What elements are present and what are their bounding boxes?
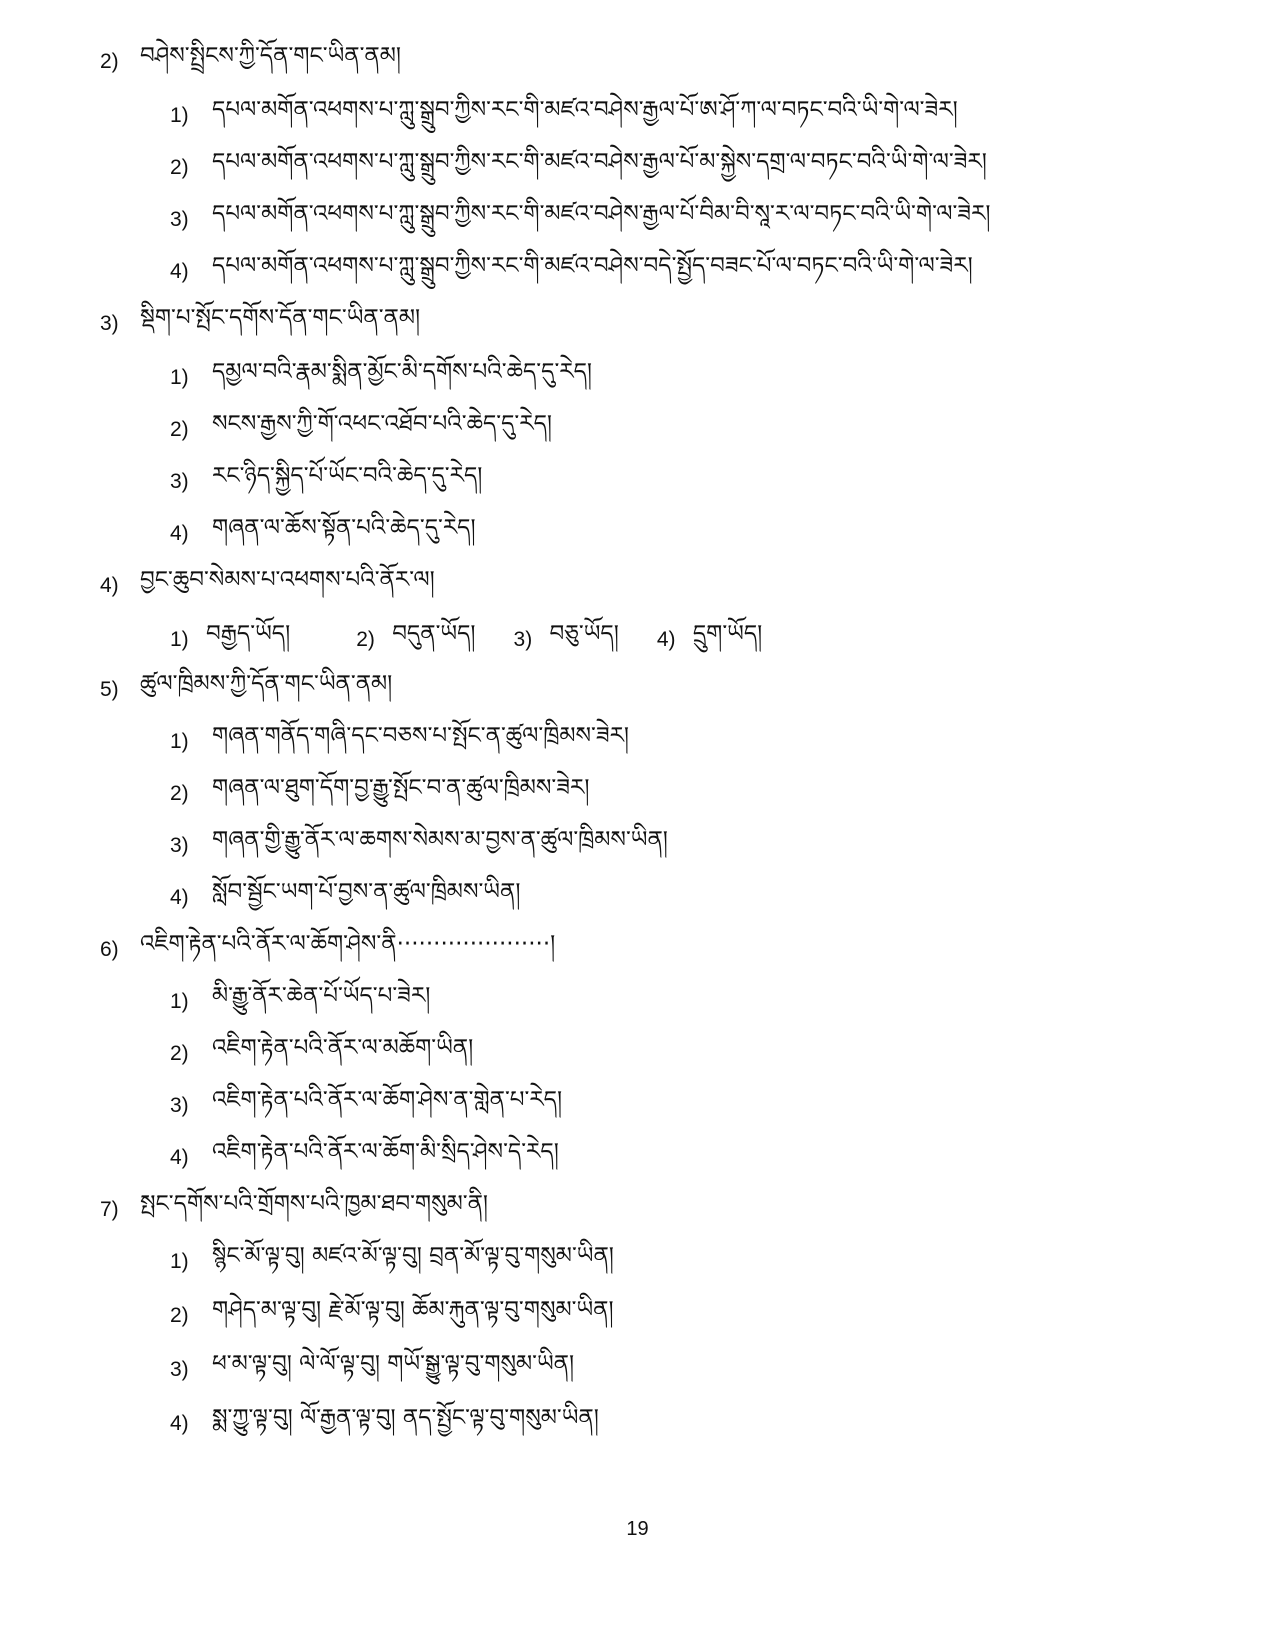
option-number: 4)	[170, 1412, 189, 1435]
option-text: སློབ་སྦྱོང་ཡག་པོ་བྱས་ན་ཚུལ་ཁྲིམས་ཡིན།	[212, 878, 521, 905]
option-text: དཔལ་མགོན་འཕགས་པ་ཀླུ་སྒྲུབ་ཀྱིས་རང་གི་མཛའ་བཤེས་རྒྱལ་པོ་བིམ་བི་སཱ་ར་ལ་བཏང་བའི་ཡི་གེ་ལ་ཟེར།	[212, 200, 991, 227]
option	[170, 1396, 1230, 1452]
option-text: གཤེད་མ་ལྟ་བུ། རྗེ་མོ་ལྟ་བུ། ཆོམ་རྐུན་ལྟ་བུ་གསུམ་ཡིན།	[212, 1296, 614, 1323]
option-text: བཅུ་ཡོད།	[549, 620, 619, 647]
option-number: 3)	[170, 470, 189, 493]
question-text: བྱང་ཆུབ་སེམས་པ་འཕགས་པའི་ནོར་ལ།	[140, 566, 435, 593]
option-number: 4)	[170, 260, 189, 283]
option-number: 2)	[170, 1042, 189, 1065]
option-number: 4)	[170, 522, 189, 545]
question-number: 2)	[100, 50, 119, 73]
option-text: བརྒྱད་ཡོད།	[206, 620, 291, 647]
option-text: མི་རྒྱུ་ནོར་ཆེན་པོ་ཡོད་པ་ཟེར།	[212, 982, 431, 1009]
option-number: 4)	[170, 1146, 189, 1169]
option-text: གཞན་ལ་ཐུག་དོག་བྱ་རྒྱུ་སྤོང་བ་ན་ཚུལ་ཁྲིམས་ཟེར།	[212, 774, 590, 801]
option-text: ཕ་མ་ལྟ་བུ། ལེ་ལོ་ལྟ་བུ། གཡོ་སྒྱུ་ལྟ་བུ་གསུམ་ཡིན།	[212, 1350, 575, 1377]
option-number: 1)	[170, 628, 189, 651]
option-number: 3)	[170, 208, 189, 231]
option-text: སྙིང་མོ་ལྟ་བུ། མཛའ་མོ་ལྟ་བུ། བྲན་མོ་ལྟ་བུ་གསུམ་ཡིན།	[212, 1242, 614, 1269]
option-text: བདུན་ཡོད།	[392, 620, 476, 647]
option-number: 2)	[356, 628, 375, 651]
option-number: 3)	[513, 628, 533, 651]
option	[170, 1342, 1230, 1398]
option-number: 1)	[170, 990, 189, 1013]
option	[170, 1288, 1230, 1344]
option-number: 2)	[170, 1304, 189, 1327]
question-text: སྡིག་པ་སྤོང་དགོས་དོན་གང་ཡིན་ནམ།	[140, 304, 421, 331]
question-2	[100, 34, 1220, 90]
option-text: གཞན་གནོད་གཞི་དང་བཅས་པ་སྤོང་ན་ཚུལ་ཁྲིམས་ཟེར།	[212, 722, 630, 749]
option-text: དཔལ་མགོན་འཕགས་པ་ཀླུ་སྒྲུབ་ཀྱིས་རང་གི་མཛའ་བཤེས་རྒྱལ་པོ་ཨ་ཤོ་ཀ་ལ་བཏང་བའི་ཡི་གེ་ལ་ཟེར།	[212, 96, 958, 123]
option-number: 4)	[656, 628, 676, 651]
option-text: རང་ཉིད་སྐྱིད་པོ་ཡོང་བའི་ཆེད་དུ་རེད།	[212, 462, 483, 489]
option-text: དྲུག་ཡོད།	[692, 620, 763, 647]
option-number: 2)	[170, 156, 189, 179]
option-text: འཇིག་རྟེན་པའི་ནོར་ལ་ཆོག་མི་སྲིད་ཤེས་དེ་རེད།	[212, 1138, 559, 1165]
option-text: གཞན་གྱི་རྒྱུ་ནོར་ལ་ཆགས་སེམས་མ་བྱས་ན་ཚུལ་ཁྲིམས་ཡིན།	[212, 826, 668, 853]
option-number: 3)	[170, 1358, 189, 1381]
option-number: 3)	[170, 834, 189, 857]
fill-in-blank-dots: ·····················།	[396, 930, 556, 957]
option-text: གཞན་ལ་ཆོས་སྟོན་པའི་ཆེད་དུ་རེད།	[212, 514, 476, 541]
question-number: 6)	[100, 938, 119, 961]
option-text: སངས་རྒྱས་ཀྱི་གོ་འཕང་འཐོབ་པའི་ཆེད་དུ་རེད།	[212, 410, 552, 437]
option-text: འཇིག་རྟེན་པའི་ནོར་ལ་ཆོག་ཤེས་ན་གླེན་པ་རེད།	[212, 1086, 563, 1113]
question-number: 5)	[100, 678, 119, 701]
option-number: 1)	[170, 1250, 189, 1273]
option-number: 1)	[170, 366, 189, 389]
option-number: 4)	[170, 886, 189, 909]
question-text: བཤེས་སྤྲིངས་ཀྱི་དོན་གང་ཡིན་ནམ།	[140, 42, 402, 69]
option-number: 1)	[170, 104, 189, 127]
question-text: ཚུལ་ཁྲིམས་ཀྱི་དོན་གང་ཡིན་ནམ།	[140, 670, 393, 697]
option-text: འཇིག་རྟེན་པའི་ནོར་ལ་མཆོག་ཡིན།	[212, 1034, 474, 1061]
option-number: 2)	[170, 782, 189, 805]
question-text: སྤང་དགོས་པའི་གྲོགས་པའི་ཁྱམ་ཐབ་གསུམ་ནི།	[140, 1190, 489, 1217]
option-text: དམྱལ་བའི་རྣམ་སྨིན་མྱོང་མི་དགོས་པའི་ཆེད་དུ་རེད།	[212, 358, 593, 385]
option-number: 2)	[170, 418, 189, 441]
option-number: 1)	[170, 730, 189, 753]
question-text: འཇིག་རྟེན་པའི་ནོར་ལ་ཆོག་ཤེས་ནི	[140, 930, 397, 957]
question-3	[100, 296, 1220, 352]
question-number: 4)	[100, 574, 119, 597]
question-number: 7)	[100, 1198, 119, 1221]
option-text: དཔལ་མགོན་འཕགས་པ་ཀླུ་སྒྲུབ་ཀྱིས་རང་གི་མཛའ་བཤེས་རྒྱལ་པོ་མ་སྐྱེས་དགྲ་ལ་བཏང་བའི་ཡི་གེ་ལ་ཟེར།	[212, 148, 987, 175]
option-text: སྨ་ཀྱུ་ལྟ་བུ། ལོ་རྒྱན་ལྟ་བུ། ནད་སྤྱོང་ལྟ་བུ་གསུམ་ཡིན།	[212, 1404, 599, 1431]
question-4	[100, 558, 1220, 614]
page-number: 19	[626, 1518, 649, 1540]
option-number: 3)	[170, 1094, 189, 1117]
question-number: 3)	[100, 312, 119, 335]
option-text: དཔལ་མགོན་འཕགས་པ་ཀླུ་སྒྲུབ་ཀྱིས་རང་གི་མཛའ་བཤེས་བདེ་སྤྱོད་བཟང་པོ་ལ་བཏང་བའི་ཡི་གེ་ལ་ཟེར།	[212, 252, 973, 279]
option	[170, 1234, 1230, 1290]
